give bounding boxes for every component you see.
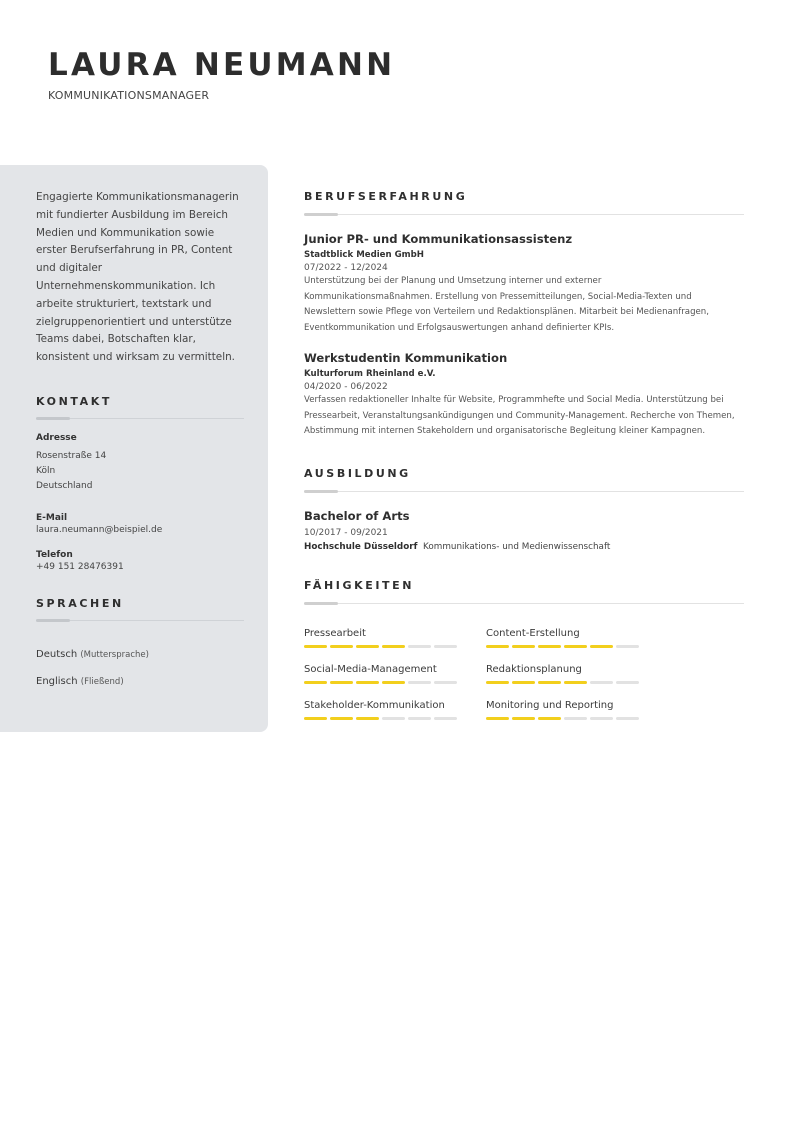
job-role: KOMMUNIKATIONSMANAGER (48, 89, 210, 102)
description-line: Verfassen redaktioneller Inhalte für Website, Programmhefte und Social Media. Unterstützung bei (304, 395, 724, 405)
skill-bar-filled (356, 717, 379, 720)
job-title: Junior PR- und Kommunikationsassistenz (304, 232, 573, 246)
section-divider (304, 214, 744, 215)
skill-bar-empty (434, 681, 457, 684)
skill-bar-filled (512, 681, 535, 684)
contact-section (36, 395, 244, 575)
skill-bar-filled (486, 645, 509, 648)
skill-bar-filled (486, 681, 509, 684)
address-line: Rosenstraße 14 (36, 450, 107, 461)
skill-bar-empty (616, 645, 639, 648)
skill-bar-filled (564, 645, 587, 648)
email-label: E-Mail (36, 512, 68, 523)
experience-section (304, 190, 744, 440)
section-divider (36, 620, 244, 621)
skill-name: Redaktionsplanung (486, 663, 582, 675)
skill-bar-empty (590, 717, 613, 720)
header (48, 46, 395, 102)
skill-bar-empty (408, 645, 431, 648)
skill-rating (304, 681, 486, 684)
description-line: Newslettern sowie Pflege von Verteilern und Redaktionsplänen. Mitarbeit bei Medienanfragen, (304, 307, 709, 317)
education-institution (304, 542, 744, 552)
main-content (304, 190, 744, 720)
description-line: Pressearbeit, Veranstaltungsankündigungen und Community-Management. Recherche von Themen, (304, 410, 735, 421)
education-dates: 10/2017 - 09/2021 (304, 527, 388, 538)
skill-bar-filled (304, 717, 327, 720)
school-name: Hochschule Düsseldorf (304, 541, 418, 552)
languages-section (36, 597, 244, 687)
skill-rating (304, 717, 486, 720)
job-dates: 07/2022 - 12/2024 (304, 263, 388, 273)
skill-rating (486, 717, 668, 720)
profile-summary: Engagierte Kommunikationsmanagerin mit fundierter Ausbildung im Bereich Medien und Kommunikation sowie erster Berufserfahrung in PR, Content und digitaler Unternehmenskommunikation. Ich arbeite strukturiert, textstark und zielgruppenorientiert und unterstütze Teams dabei, Botschaften klar, konsistent und wirksam zu vermitteln. (36, 191, 239, 364)
section-divider (304, 491, 744, 492)
language-level: (Muttersprache) (80, 649, 149, 660)
skill-bar-empty (434, 717, 457, 720)
job-entry (304, 351, 744, 440)
experience-heading: BERUFSERFAHRUNG (304, 190, 468, 203)
skill-rating (304, 645, 486, 648)
address-line: Deutschland (36, 480, 93, 491)
skill-bar-empty (408, 717, 431, 720)
skill-bar-filled (538, 645, 561, 648)
skills-grid (304, 628, 744, 720)
address-label: Adresse (36, 432, 77, 443)
skill-bar-filled (330, 645, 353, 648)
skill-bar-filled (512, 717, 535, 720)
language-level: (Fließend) (80, 676, 124, 687)
skill-name: Social-Media-Management (304, 663, 437, 675)
job-title: Werkstudentin Kommunikation (304, 351, 508, 365)
skill-bar-empty (408, 681, 431, 684)
job-company: Stadtblick Medien GmbH (304, 250, 424, 260)
skill-bar-filled (304, 681, 327, 684)
skill-rating (486, 681, 668, 684)
skill-bar-empty (590, 681, 613, 684)
job-description (304, 393, 744, 440)
job-description (304, 274, 744, 336)
skill-bar-filled (330, 681, 353, 684)
language-item (36, 649, 244, 660)
field-of-study: Kommunikations- und Medienwissenschaft (423, 541, 611, 552)
address-line: Köln (36, 465, 56, 476)
skill-item (304, 700, 486, 720)
phone-value: +49 151 28476391 (36, 561, 124, 572)
skills-section (304, 579, 744, 720)
skill-bar-filled (538, 717, 561, 720)
skill-bar-empty (616, 717, 639, 720)
degree-title: Bachelor of Arts (304, 508, 410, 523)
contact-heading: KONTAKT (36, 394, 112, 408)
skill-bar-filled (356, 681, 379, 684)
skill-name: Monitoring und Reporting (486, 699, 614, 711)
skill-item (304, 628, 486, 648)
skill-bar-filled (564, 681, 587, 684)
skill-item (486, 628, 668, 648)
skill-name: Pressearbeit (304, 627, 366, 639)
phone-label: Telefon (36, 549, 73, 560)
description-line: Unterstützung bei der Planung und Umsetzung interner und externer (304, 276, 602, 286)
skill-bar-filled (382, 681, 405, 684)
sidebar (0, 165, 268, 732)
description-line: Kommunikationsmaßnahmen. Erstellung von Pressemitteilungen, Social-Media-Texten und (304, 291, 692, 302)
email-value: laura.neumann@beispiel.de (36, 524, 163, 535)
skill-bar-filled (330, 717, 353, 720)
skill-bar-filled (356, 645, 379, 648)
page-title: LAURA NEUMANN (48, 47, 396, 83)
section-divider (36, 418, 244, 419)
skill-item (486, 700, 668, 720)
job-entry (304, 232, 744, 336)
skill-name: Stakeholder-Kommunikation (304, 699, 445, 711)
skill-bar-filled (304, 645, 327, 648)
skill-rating (486, 645, 668, 648)
skill-item (486, 664, 668, 684)
education-section (304, 467, 744, 552)
skill-bar-filled (486, 717, 509, 720)
section-divider (304, 603, 744, 604)
skill-bar-empty (564, 717, 587, 720)
skill-bar-filled (538, 681, 561, 684)
skill-bar-empty (382, 717, 405, 720)
skill-bar-filled (512, 645, 535, 648)
skill-bar-filled (590, 645, 613, 648)
skills-heading: FÄHIGKEITEN (304, 578, 415, 592)
skill-bar-empty (434, 645, 457, 648)
skill-name: Content-Erstellung (486, 627, 580, 639)
job-company: Kulturforum Rheinland e.V. (304, 369, 436, 379)
education-heading: AUSBILDUNG (304, 466, 411, 480)
description-line: Abstimmung mit internen Stakeholdern und organisatorische Begleitung kleiner Kampagnen. (304, 426, 706, 436)
skill-bar-empty (616, 681, 639, 684)
language-name: Englisch (36, 675, 78, 687)
skill-item (304, 664, 486, 684)
languages-heading: SPRACHEN (36, 596, 124, 610)
language-item (36, 676, 244, 687)
language-name: Deutsch (36, 648, 78, 660)
description-line: Eventkommunikation und Erfolgsauswertungen anhand definierter KPIs. (304, 322, 615, 333)
skill-bar-filled (382, 645, 405, 648)
job-dates: 04/2020 - 06/2022 (304, 382, 388, 392)
